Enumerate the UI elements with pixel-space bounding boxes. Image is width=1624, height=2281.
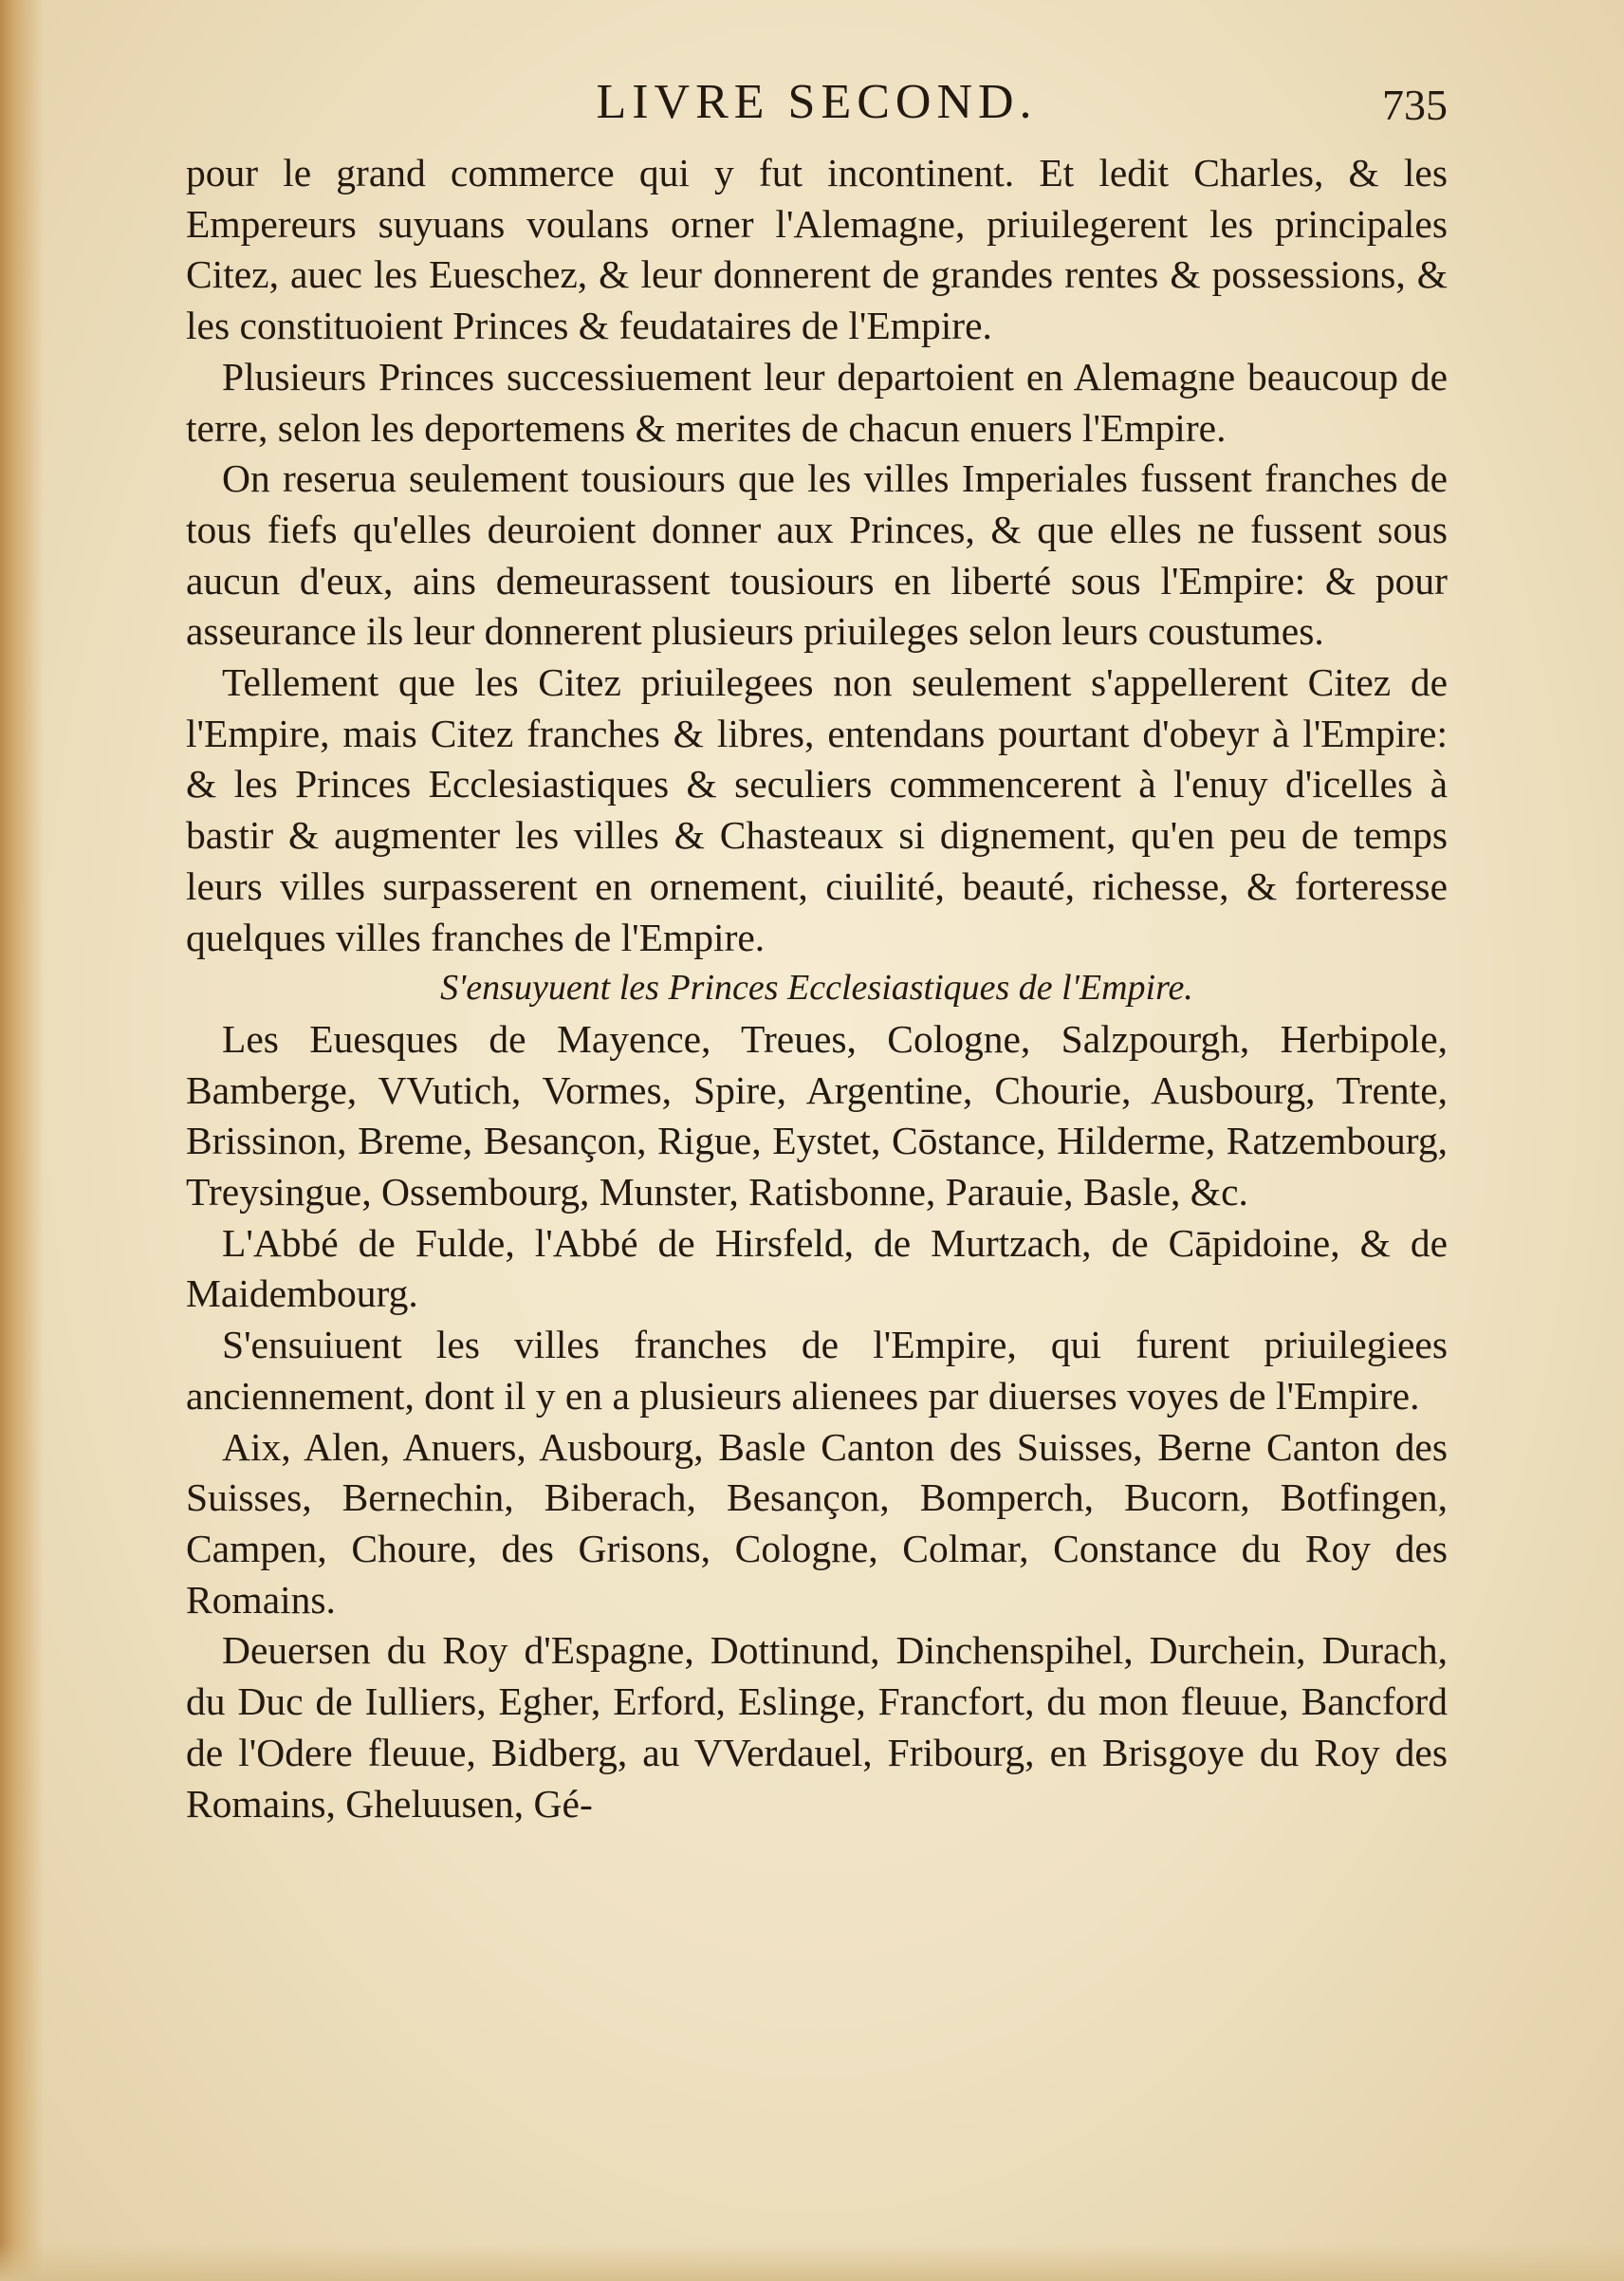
page-number: 735 [1382, 81, 1448, 129]
section-heading: S'ensuyuent les Princes Ecclesiastiques de l'Empire. [440, 968, 1193, 1009]
body-text [186, 148, 1448, 1829]
running-head [186, 74, 1448, 142]
paragraph: Tellement que les Citez priuilegees non seulement s'appellerent Citez de l'Empire, mais Citez franches & libres, entendans pourtant d'obeyr à l'Empire: & les Princes Ecclesiastiques & seculiers commencerent à l'enuy d'icelles à bastir & augmenter les villes & Chasteaux si dignement, qu'en peu de temps leurs villes surpasserent en ornement, ciuilité, beauté, richesse, & forteresse quelques villes franches de l'Empire. [186, 660, 1448, 959]
paragraph: On reserua seulement tousiours que les villes Imperiales fussent franches de tous fiefs qu'elles deuroient donner aux Princes, & que elles ne fussent sous aucun d'eux, ains demeurassent tousiours en liberté sous l'Empire: & pour asseurance ils leur donnerent plusieurs priuileges selon leurs coustumes. [186, 456, 1448, 654]
page-bottom-edge [0, 2243, 1624, 2281]
paragraph: Plusieurs Princes successiuement leur departoient en Alemagne beaucoup de terre, selon les deportemens & merites de chacun enuers l'Empire. [186, 354, 1448, 450]
paragraph-abbots-list: L'Abbé de Fulde, l'Abbé de Hirsfeld, de Murtzach, de Cāpidoine, & de Maidembourg. [186, 1220, 1448, 1316]
page-content [186, 74, 1448, 1829]
paragraph-bishops-list: Les Euesques de Mayence, Treues, Cologne, Salzpourgh, Herbipole, Bamberge, VVutich, Vormes, Spire, Argentine, Chourie, Ausbourg, Trente, Brissinon, Breme, Besançon, Rigue, Eystet, Cōstance, Hilderme, Ratzembourg, Treysingue, Ossembourg, Munster, Ratisbonne, Parauie, Basle, &c. [186, 1016, 1448, 1215]
paragraph-cities-list: Aix, Alen, Anuers, Ausbourg, Basle Canton des Suisses, Berne Canton des Suisses, Bernechin, Biberach, Besançon, Bomperch, Bucorn, Botfingen, Campen, Choure, des Grisons, Cologne, Colmar, Constance du Roy des Romains. [186, 1424, 1448, 1622]
page-binding-shadow [0, 0, 44, 2281]
paragraph-cities-list: Deuersen du Roy d'Espagne, Dottinund, Dinchenspihel, Durchein, Durach, du Duc de Iulliers, Egher, Erford, Eslinge, Francfort, du mon fleuue, Bancford de l'Odere fleuue, Bidberg, au VVerdauel, Fribourg, en Brisgoye du Roy des Romains, Gheluusen, Gé- [186, 1628, 1448, 1826]
paragraph-continuation: pour le grand commerce qui y fut incontinent. Et ledit Charles, & les Empereurs suyuans voulans orner l'Alemagne, priuilegerent les principales Citez, auec les Eueschez, & leur donnerent de grandes rentes & possessions, & les constituoient Princes & feudataires de l'Empire. [186, 151, 1448, 348]
running-title: LIVRE SECOND. [596, 75, 1038, 129]
paragraph: S'ensuiuent les villes franches de l'Empire, qui furent priuilegiees anciennement, dont il y en a plusieurs alienees par diuerses voyes de l'Empire. [186, 1323, 1448, 1418]
